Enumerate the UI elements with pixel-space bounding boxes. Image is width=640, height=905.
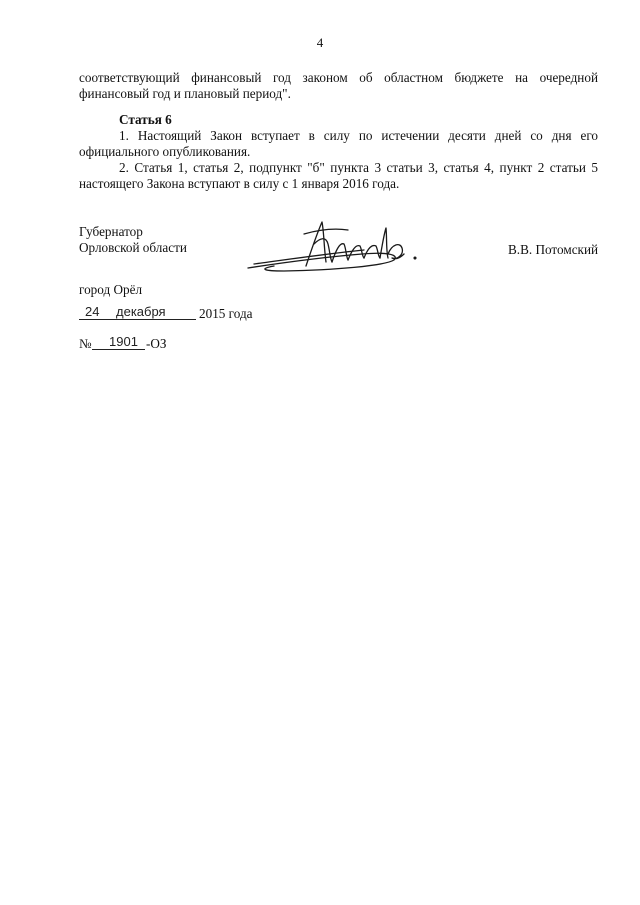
article-6-heading: Статья 6 bbox=[119, 112, 172, 127]
article-6-p1-line-1: 1. Настоящий Закон вступает в силу по истечении десяти дней со дня его bbox=[119, 128, 598, 143]
number-underline bbox=[92, 349, 145, 350]
handwritten-signature bbox=[244, 214, 424, 278]
article-6-p2-line-2: настоящего Закона вступают в силу с 1 января 2016 года. bbox=[79, 176, 400, 191]
signatory-name: В.В. Потомский bbox=[508, 242, 599, 257]
date-month: декабря bbox=[116, 304, 166, 319]
continuation-line-2: финансовый год и плановый период". bbox=[79, 86, 291, 101]
date-underline bbox=[79, 319, 196, 320]
page-number: 4 bbox=[316, 35, 324, 50]
article-6-p2-line-1: 2. Статья 1, статья 2, подпункт "б" пункта 3 статьи 3, статья 4, пункт 2 статьи 5 bbox=[119, 160, 598, 175]
number-sign: № bbox=[79, 336, 92, 351]
signatory-title-line-2: Орловской области bbox=[79, 240, 187, 255]
date-year: 2015 года bbox=[199, 306, 253, 321]
continuation-line-1: соответствующий финансовый год законом об областном бюджете на очередной bbox=[79, 70, 598, 85]
place-of-signing: город Орёл bbox=[79, 282, 143, 297]
law-number-suffix: -ОЗ bbox=[146, 336, 167, 351]
date-day: 24 bbox=[85, 304, 100, 319]
article-6-p1-line-2: официального опубликования. bbox=[79, 144, 251, 159]
signatory-title-line-1: Губернатор bbox=[79, 224, 143, 239]
law-number: 1901 bbox=[109, 334, 138, 349]
